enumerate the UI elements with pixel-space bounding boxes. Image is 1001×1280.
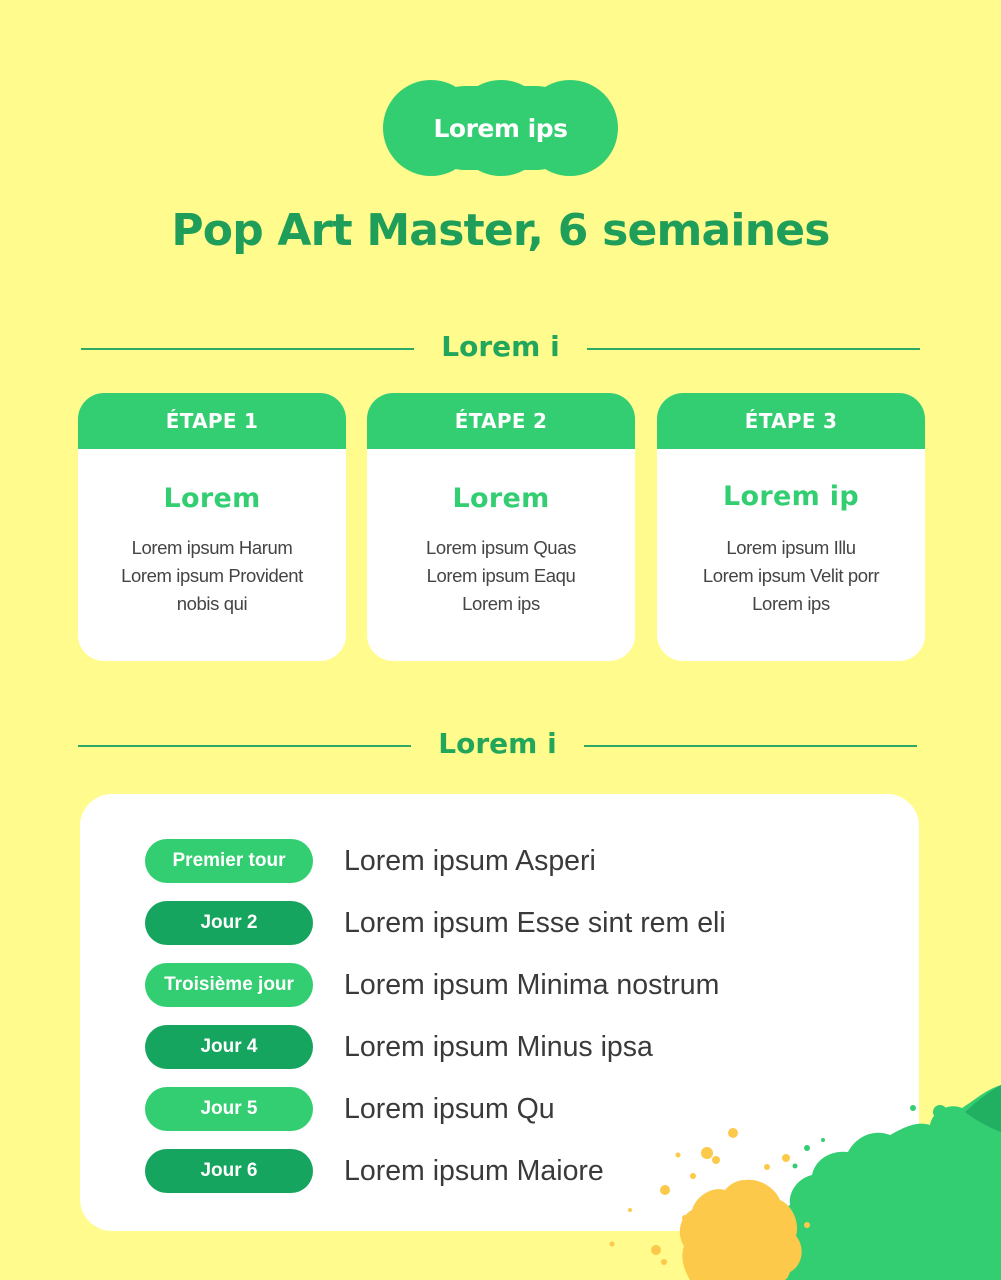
- day-badge: Jour 2: [145, 901, 313, 945]
- step-title: Lorem: [452, 483, 550, 514]
- divider-right: [587, 348, 920, 350]
- section-label-steps: Lorem i: [441, 330, 560, 363]
- schedule-row: [145, 963, 885, 1007]
- step-description: Lorem ipsum Quas Lorem ipsum Eaqu Lorem ips: [426, 537, 576, 614]
- schedule-row: [145, 901, 885, 945]
- divider-right: [584, 745, 917, 747]
- day-badge: Jour 6: [145, 1149, 313, 1193]
- section-label-schedule: Lorem i: [438, 727, 557, 760]
- schedule-text: Lorem ipsum Minus ipsa: [344, 1031, 653, 1063]
- schedule-row: [145, 1087, 885, 1131]
- schedule-text: Lorem ipsum Maiore: [344, 1155, 604, 1187]
- step-card-1: [78, 393, 346, 661]
- step-title: Lorem ip: [723, 481, 859, 512]
- step-label: ÉTAPE 2: [367, 393, 635, 449]
- header-pill-label: Lorem ips: [433, 113, 568, 143]
- schedule-row: [145, 1025, 885, 1069]
- day-badge: Jour 4: [145, 1025, 313, 1069]
- step-card-2: [367, 393, 635, 661]
- step-description: Lorem ipsum Illu Lorem ipsum Velit porr Lorem ips: [702, 537, 880, 614]
- schedule-row: [145, 1149, 885, 1193]
- step-description: Lorem ipsum Harum Lorem ipsum Provident nobis qui: [121, 537, 303, 614]
- step-card-3: [657, 393, 925, 661]
- schedule-text: Lorem ipsum Asperi: [344, 845, 596, 877]
- schedule-card: [80, 794, 919, 1231]
- schedule-text: Lorem ipsum Qu: [344, 1093, 555, 1125]
- divider-left: [81, 348, 414, 350]
- day-badge: Premier tour: [145, 839, 313, 883]
- schedule-text: Lorem ipsum Esse sint rem eli: [344, 907, 726, 939]
- header-pill: [383, 80, 618, 176]
- step-title: Lorem: [163, 483, 261, 514]
- day-badge: Jour 5: [145, 1087, 313, 1131]
- step-label: ÉTAPE 3: [657, 393, 925, 449]
- page-title: Pop Art Master, 6 semaines: [171, 205, 830, 256]
- step-label: ÉTAPE 1: [78, 393, 346, 449]
- schedule-text: Lorem ipsum Minima nostrum: [344, 969, 720, 1001]
- day-badge: Troisième jour: [145, 963, 313, 1007]
- schedule-row: [145, 839, 885, 883]
- green-splash-shade: [965, 1085, 1001, 1132]
- divider-left: [78, 745, 411, 747]
